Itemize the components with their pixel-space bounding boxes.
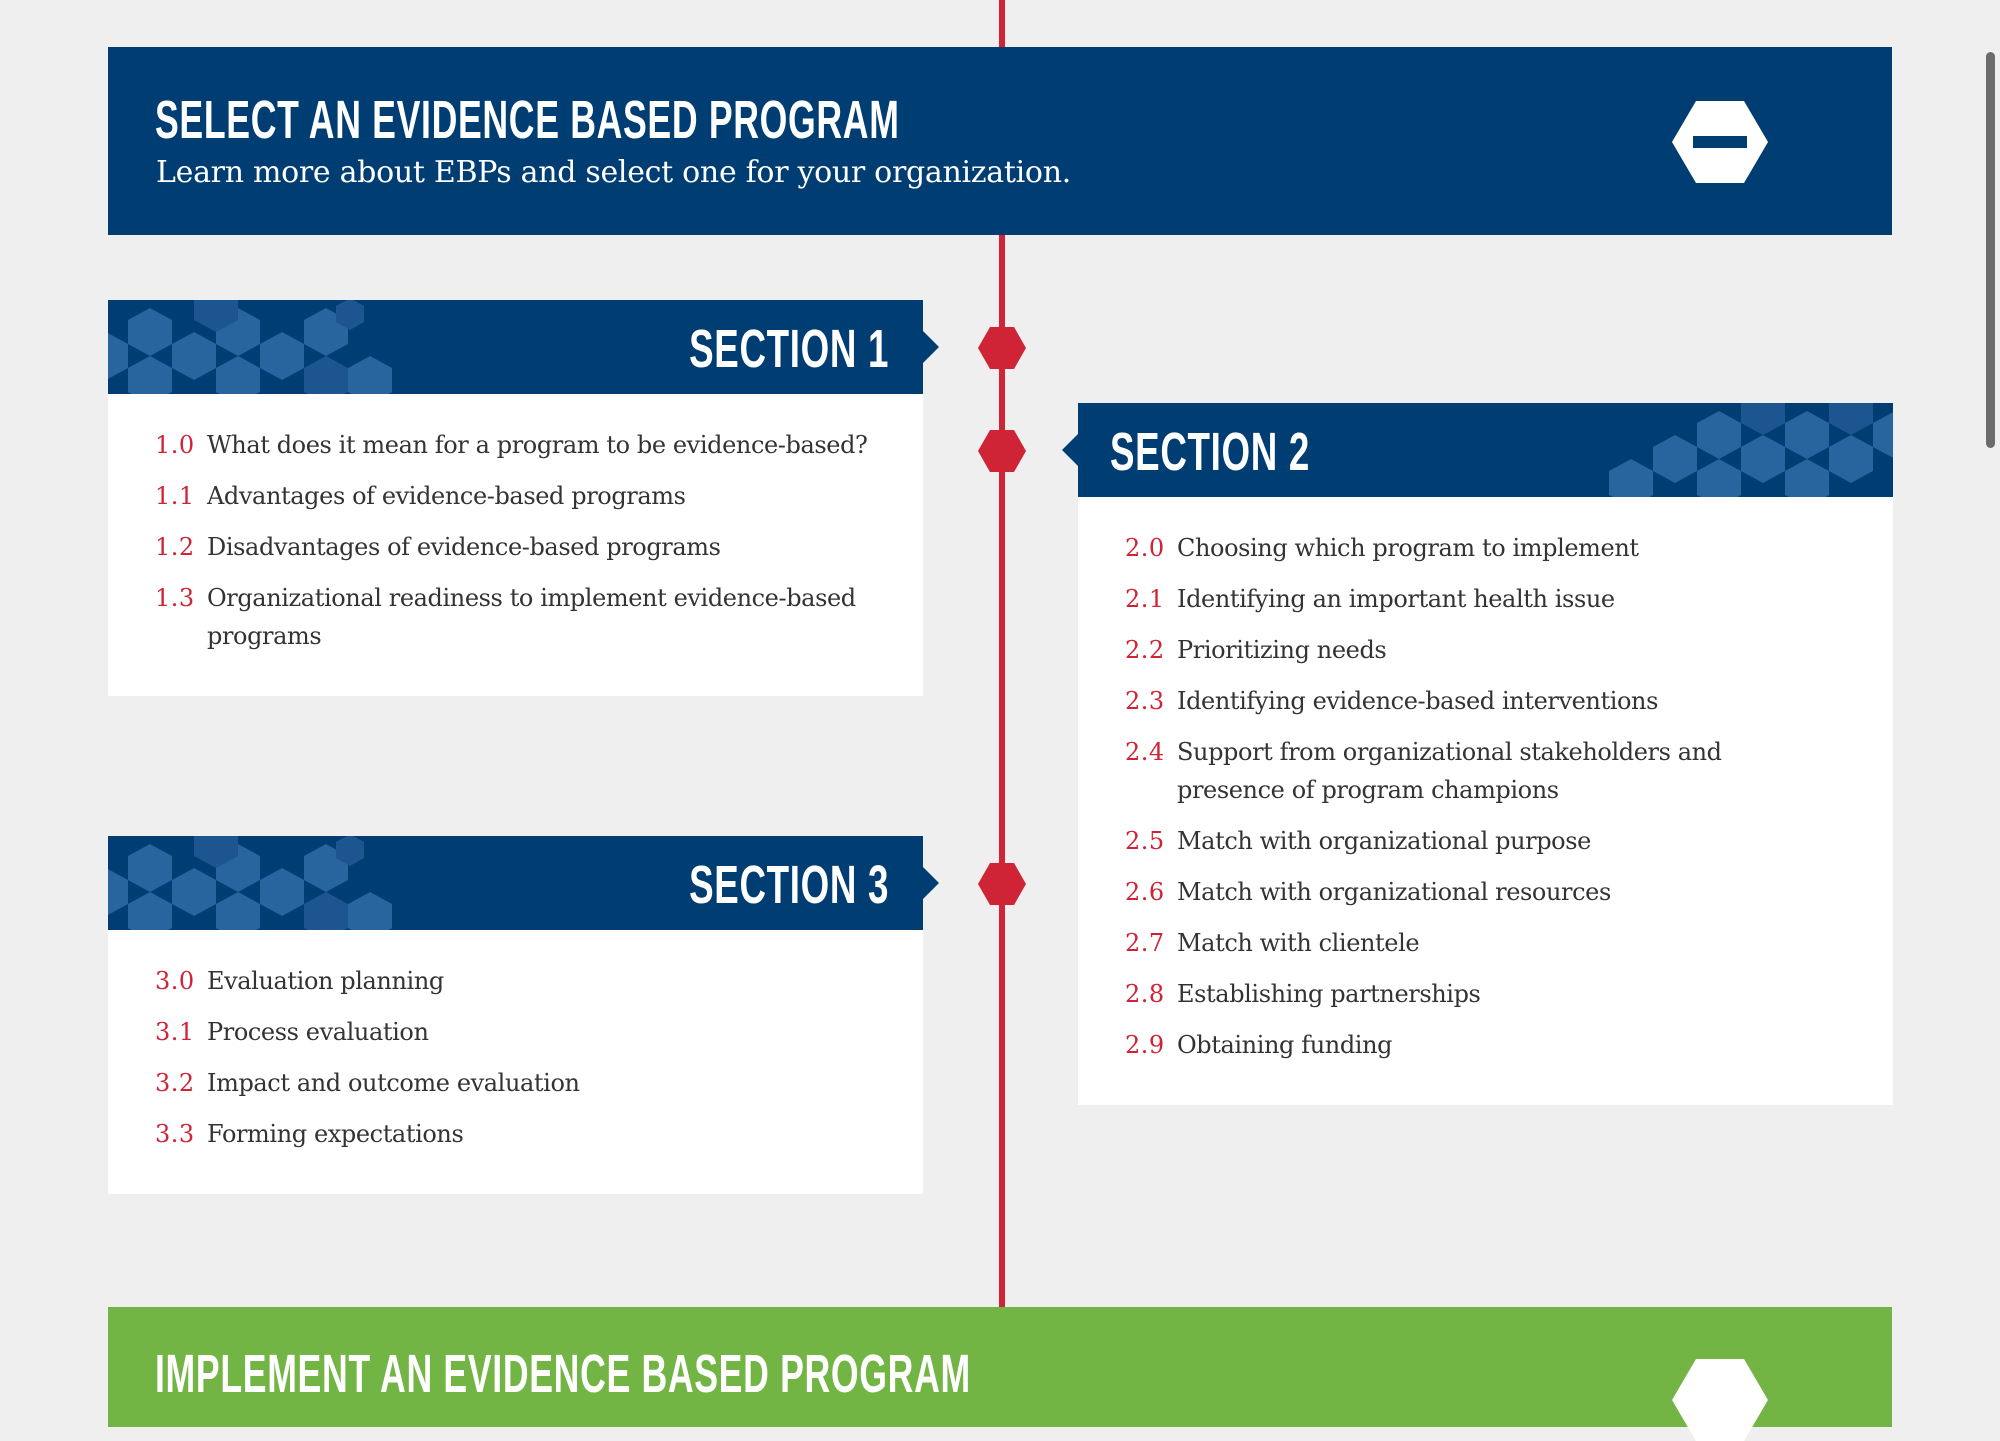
item-link[interactable]: Process evaluation [207, 1018, 429, 1046]
item-link[interactable]: Evaluation planning [207, 967, 444, 995]
list-item[interactable] [1125, 631, 1853, 669]
list-item[interactable] [155, 1064, 883, 1102]
item-link[interactable]: Disadvantages of evidence-based programs [207, 533, 721, 561]
item-link[interactable]: Advantages of evidence-based programs [207, 482, 686, 510]
item-link[interactable]: Match with clientele [1177, 929, 1420, 957]
timeline-node-section-2 [978, 430, 1026, 472]
list-item[interactable] [1125, 580, 1853, 618]
timeline-node-section-3 [978, 863, 1026, 905]
item-link[interactable]: What does it mean for a program to be evidence-based? [207, 431, 868, 459]
list-item[interactable] [1125, 1026, 1853, 1064]
item-link[interactable]: Obtaining funding [1177, 1031, 1393, 1059]
item-number: 2.8 [1125, 980, 1165, 1008]
item-number: 2.3 [1125, 687, 1165, 715]
item-number: 1.2 [155, 533, 195, 561]
item-number: 2.7 [1125, 929, 1165, 957]
hexagon-pattern-icon [1603, 403, 1893, 497]
pointer-arrow-icon [923, 867, 939, 899]
list-item[interactable] [1125, 975, 1853, 1013]
item-number: 2.5 [1125, 827, 1165, 855]
banner-title: SELECT AN EVIDENCE BASED PROGRAM [155, 90, 900, 150]
collapse-hexagon-icon[interactable] [1672, 101, 1768, 183]
scrollbar-thumb[interactable] [1986, 52, 1995, 448]
item-link[interactable]: Match with organizational purpose [1177, 827, 1591, 855]
item-number: 2.2 [1125, 636, 1165, 664]
section-2-title: SECTION 2 [1110, 422, 1310, 482]
expand-hexagon-icon[interactable] [1672, 1359, 1768, 1441]
section-2-list [1078, 497, 1893, 1105]
item-number: 2.4 [1125, 738, 1165, 766]
section-1-header[interactable] [108, 300, 923, 394]
item-number: 3.2 [155, 1069, 195, 1097]
list-item[interactable] [155, 1013, 883, 1051]
item-number: 1.3 [155, 584, 195, 612]
item-link[interactable]: Support from organizational stakeholders and presence of program champions [1177, 738, 1722, 804]
list-item[interactable] [1125, 873, 1853, 911]
list-item[interactable] [1125, 682, 1853, 720]
select-ebp-banner[interactable] [108, 47, 1892, 235]
list-item[interactable] [155, 1115, 883, 1153]
item-link[interactable]: Forming expectations [207, 1120, 464, 1148]
item-number: 3.3 [155, 1120, 195, 1148]
section-1-card [108, 300, 923, 696]
section-1-title: SECTION 1 [689, 319, 889, 379]
item-number: 2.1 [1125, 585, 1165, 613]
item-number: 3.1 [155, 1018, 195, 1046]
item-number: 2.0 [1125, 534, 1165, 562]
section-2-card [1078, 403, 1893, 1105]
list-item[interactable] [1125, 733, 1853, 809]
item-number: 1.1 [155, 482, 195, 510]
item-link[interactable]: Establishing partnerships [1177, 980, 1481, 1008]
list-item[interactable] [1125, 822, 1853, 860]
list-item[interactable] [155, 426, 883, 464]
timeline-node-section-1 [978, 327, 1026, 369]
hexagon-pattern-icon [108, 836, 398, 930]
item-link[interactable]: Organizational readiness to implement evidence-based programs [207, 584, 856, 650]
section-3-title: SECTION 3 [689, 855, 889, 915]
list-item[interactable] [1125, 924, 1853, 962]
list-item[interactable] [155, 579, 883, 655]
item-number: 1.0 [155, 431, 195, 459]
list-item[interactable] [155, 477, 883, 515]
banner-title: IMPLEMENT AN EVIDENCE BASED PROGRAM [155, 1344, 971, 1404]
section-2-header[interactable] [1078, 403, 1893, 497]
minus-icon [1693, 136, 1747, 148]
section-3-card [108, 836, 923, 1194]
item-number: 3.0 [155, 967, 195, 995]
list-item[interactable] [155, 962, 883, 1000]
hexagon-pattern-icon [108, 300, 398, 394]
implement-ebp-banner[interactable] [108, 1307, 1892, 1427]
item-link[interactable]: Choosing which program to implement [1177, 534, 1639, 562]
banner-subtitle: Learn more about EBPs and select one for your organization. [156, 155, 1071, 190]
section-3-list [108, 930, 923, 1194]
item-link[interactable]: Identifying evidence-based interventions [1177, 687, 1659, 715]
list-item[interactable] [155, 528, 883, 566]
section-3-header[interactable] [108, 836, 923, 930]
item-link[interactable]: Impact and outcome evaluation [207, 1069, 580, 1097]
section-1-list [108, 394, 923, 696]
pointer-arrow-icon [923, 331, 939, 363]
list-item[interactable] [1125, 529, 1853, 567]
pointer-arrow-icon [1062, 434, 1078, 466]
item-link[interactable]: Prioritizing needs [1177, 636, 1387, 664]
item-link[interactable]: Match with organizational resources [1177, 878, 1611, 906]
item-number: 2.6 [1125, 878, 1165, 906]
item-number: 2.9 [1125, 1031, 1165, 1059]
item-link[interactable]: Identifying an important health issue [1177, 585, 1615, 613]
